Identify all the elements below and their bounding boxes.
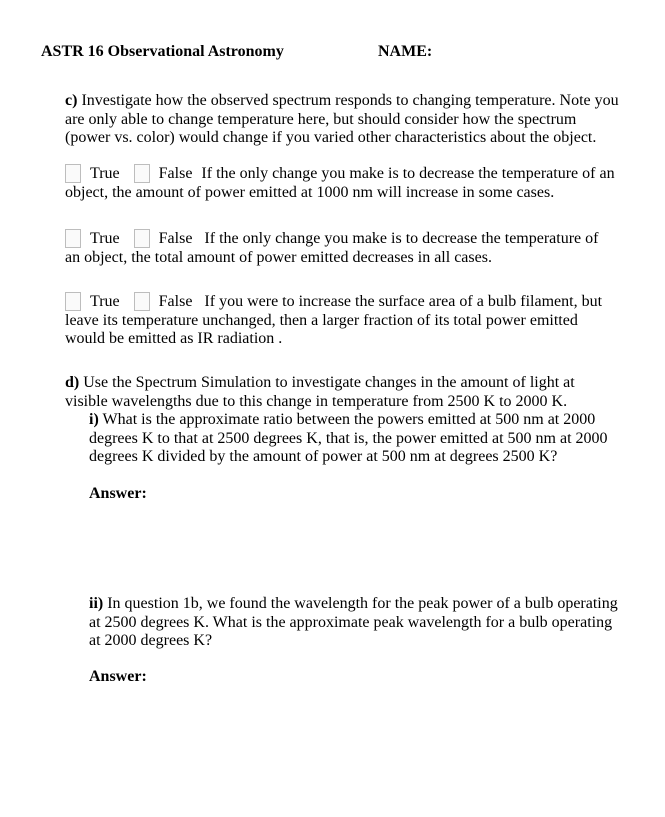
q1-true-checkbox[interactable] [65, 164, 81, 183]
name-label: NAME: [378, 43, 433, 60]
sub-i-label: i) [89, 411, 99, 428]
q2-statement-line2: an object, the total amount of power emitted decreases in all cases. [65, 248, 492, 266]
q2-false-checkbox[interactable] [134, 229, 150, 248]
part-d-label: d) [65, 374, 80, 391]
q2-true-checkbox[interactable] [65, 229, 81, 248]
sub-i-answer-label: Answer: [89, 485, 147, 502]
part-c-intro [65, 92, 625, 148]
part-d-intro [65, 374, 605, 411]
q3-statement-line2: leave its temperature unchanged, then a larger fraction of its total power emitted [65, 311, 578, 329]
course-title: ASTR 16 Observational Astronomy [41, 43, 284, 60]
part-d-text: Use the Spectrum Simulation to investigate changes in the amount of light at visible wavelengths due to this change in temperature from 2500 K to 2000 K. [65, 374, 575, 410]
q1-statement-line2: object, the amount of power emitted at 1000 nm will increase in some cases. [65, 183, 555, 201]
q2-false-label: False [158, 230, 193, 247]
q3-false-checkbox[interactable] [134, 292, 150, 311]
part-c-label: c) [65, 92, 78, 109]
sub-ii-label: ii) [89, 595, 104, 612]
q3-true-label: True [90, 293, 120, 310]
q3-statement-line3: would be emitted as IR radiation . [65, 330, 283, 347]
q3-true-checkbox[interactable] [65, 292, 81, 311]
q1-false-label: False [158, 165, 193, 182]
q3-false-label: False [158, 293, 193, 310]
tf-question-2 [65, 229, 645, 267]
sub-ii-answer-label: Answer: [89, 668, 147, 685]
tf-question-3 [65, 292, 645, 349]
sub-i-text: What is the approximate ratio between the powers emitted at 500 nm at 2000 degrees K to that at 2500 degrees K, that is, the power emitted at 500 nm at 2000 degrees K divided by the amount of power at 500 nm at degrees 2500 K? [89, 411, 608, 465]
q1-false-checkbox[interactable] [134, 164, 150, 183]
q1-true-label: True [90, 165, 120, 182]
sub-question-ii [89, 595, 619, 651]
q1-statement-line1: If the only change you make is to decrease the temperature of an [201, 165, 615, 182]
q3-statement-line1: If you were to increase the surface area of a bulb filament, but [204, 293, 603, 310]
part-c-text: Investigate how the observed spectrum responds to changing temperature. Note you are only able to change temperature here, but should consider how the spectrum (power vs. color) would change if you varied other characteristics about the object. [65, 92, 619, 146]
sub-ii-text: In question 1b, we found the wavelength for the peak power of a bulb operating at 2500 degrees K. What is the approximate peak wavelength for a bulb operating at 2000 degrees K? [89, 595, 618, 649]
sub-question-i [89, 411, 619, 467]
q2-statement-line1: If the only change you make is to decrease the temperature of [204, 230, 599, 247]
q2-true-label: True [90, 230, 120, 247]
tf-question-1 [65, 164, 645, 202]
